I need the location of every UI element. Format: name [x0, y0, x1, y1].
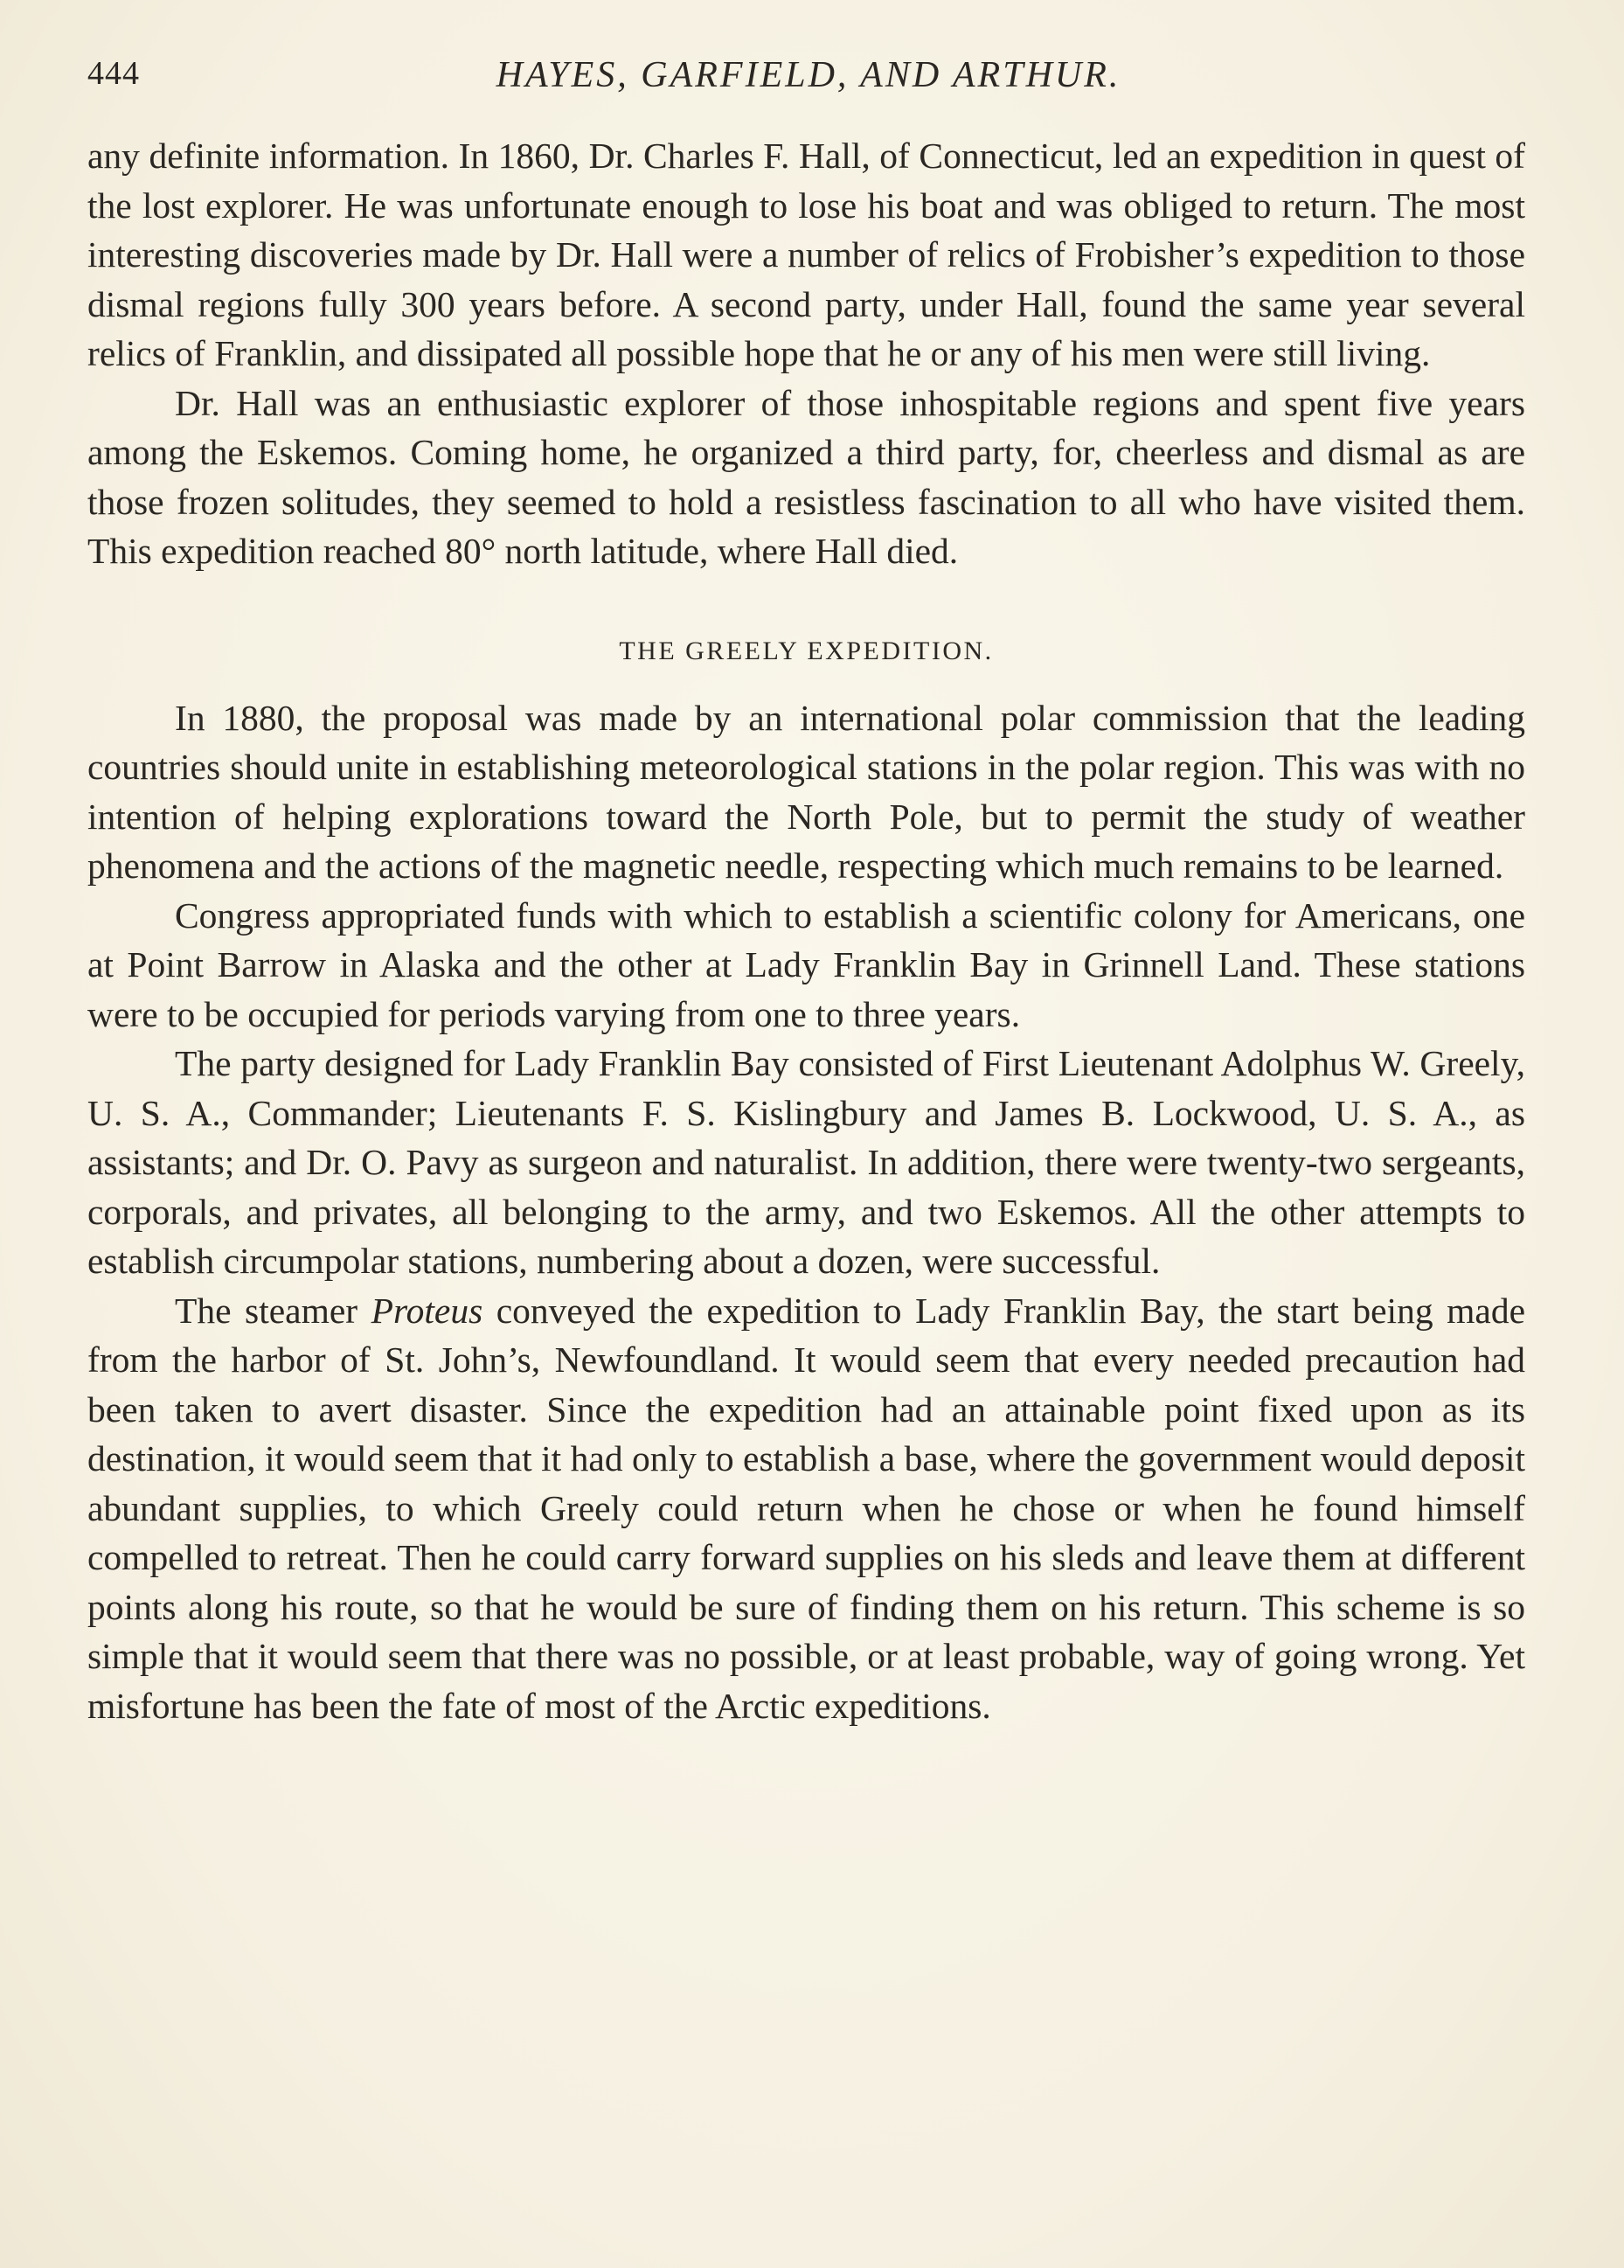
- page-header: [87, 54, 1530, 107]
- body-text: [87, 131, 1525, 1730]
- paragraph-hall-explorer: Dr. Hall was an enthusiastic explorer of those inhospitable regions and spent five years among the Eskemos. Coming home, he organized a third party, for, cheerless and dismal as are those frozen solitudes, they seemed to hold a resistless fascination to all who have visited them. This expedition reached 80° north latitude, where Hall died.: [87, 382, 1525, 571]
- paragraph-congress: Congress appropriated funds with which to establish a scientific colony for Americans, one at Point Barrow in Alaska and the other at Lady Franklin Bay in Grinnell Land. These stations were to be occupied for periods varying from one to three years.: [87, 894, 1525, 1034]
- ship-name: Proteus: [371, 1290, 483, 1331]
- paragraph-hall-expedition: any definite information. In 1860, Dr. Charles F. Hall, of Connecticut, led an expedition in quest of the lost explorer. He was unfortunate enough to lose his boat and was obliged to return. The most interesting discoveries made by Dr. Hall were a number of relics of Frobisher’s expedition to those dismal regions fully 300 years before. A second party, under Hall, found the same year several relics of Franklin, and dissipated all possible hope that he or any of his men were still living.: [87, 136, 1525, 373]
- proteus-text-start: The steamer: [175, 1290, 371, 1331]
- paragraph-proteus: [87, 1286, 1525, 1731]
- page-number: 444: [87, 55, 140, 92]
- paragraph-party-members: The party designed for Lady Franklin Bay consisted of First Lieutenant Adolphus W. Greely, U. S. A., Commander; Lieutenants F. S. Kislingbury and James B. Lockwood, U. S. A., as assistants; and Dr. O. Pavy as surgeon and naturalist. In addition, there were twenty-two sergeants, corporals, and privates, all belonging to the army, and two Eskemos. All the other attempts to establish circumpolar stations, numbering about a dozen, were successful.: [87, 1043, 1525, 1281]
- section-heading: THE GREELY EXPEDITION.: [619, 636, 994, 665]
- proteus-text-rest: conveyed the expedition to Lady Franklin Bay, the start being made from the harbor of St. John’s, Newfoundland. It would seem that every needed precaution had been taken to avert disaster. Since the expedition had an attainable point fixed upon as its destination, it would seem that it had only to establish a base, where the government would deposit abundant supplies, to which Greely could return when he chose or when he found himself compelled to retreat. Then he could carry forward supplies on his sleds and leave them at different points along his route, so that he would be sure of finding them on his return. This scheme is so simple that it would seem that there was no possible, or at least probable, way of going wrong. Yet misfortune has been the fate of most of the Arctic expeditions.: [87, 1290, 1525, 1726]
- paragraph-polar-commission: In 1880, the proposal was made by an international polar commission that the leading countries should unite in establishing meteorological stations in the polar region. This was with no intention of helping explorations toward the North Pole, but to permit the study of weather phenomena and the actions of the magnetic needle, respecting which much remains to be learned.: [87, 697, 1525, 886]
- running-head: HAYES, GARFIELD, AND ARTHUR.: [496, 55, 1121, 95]
